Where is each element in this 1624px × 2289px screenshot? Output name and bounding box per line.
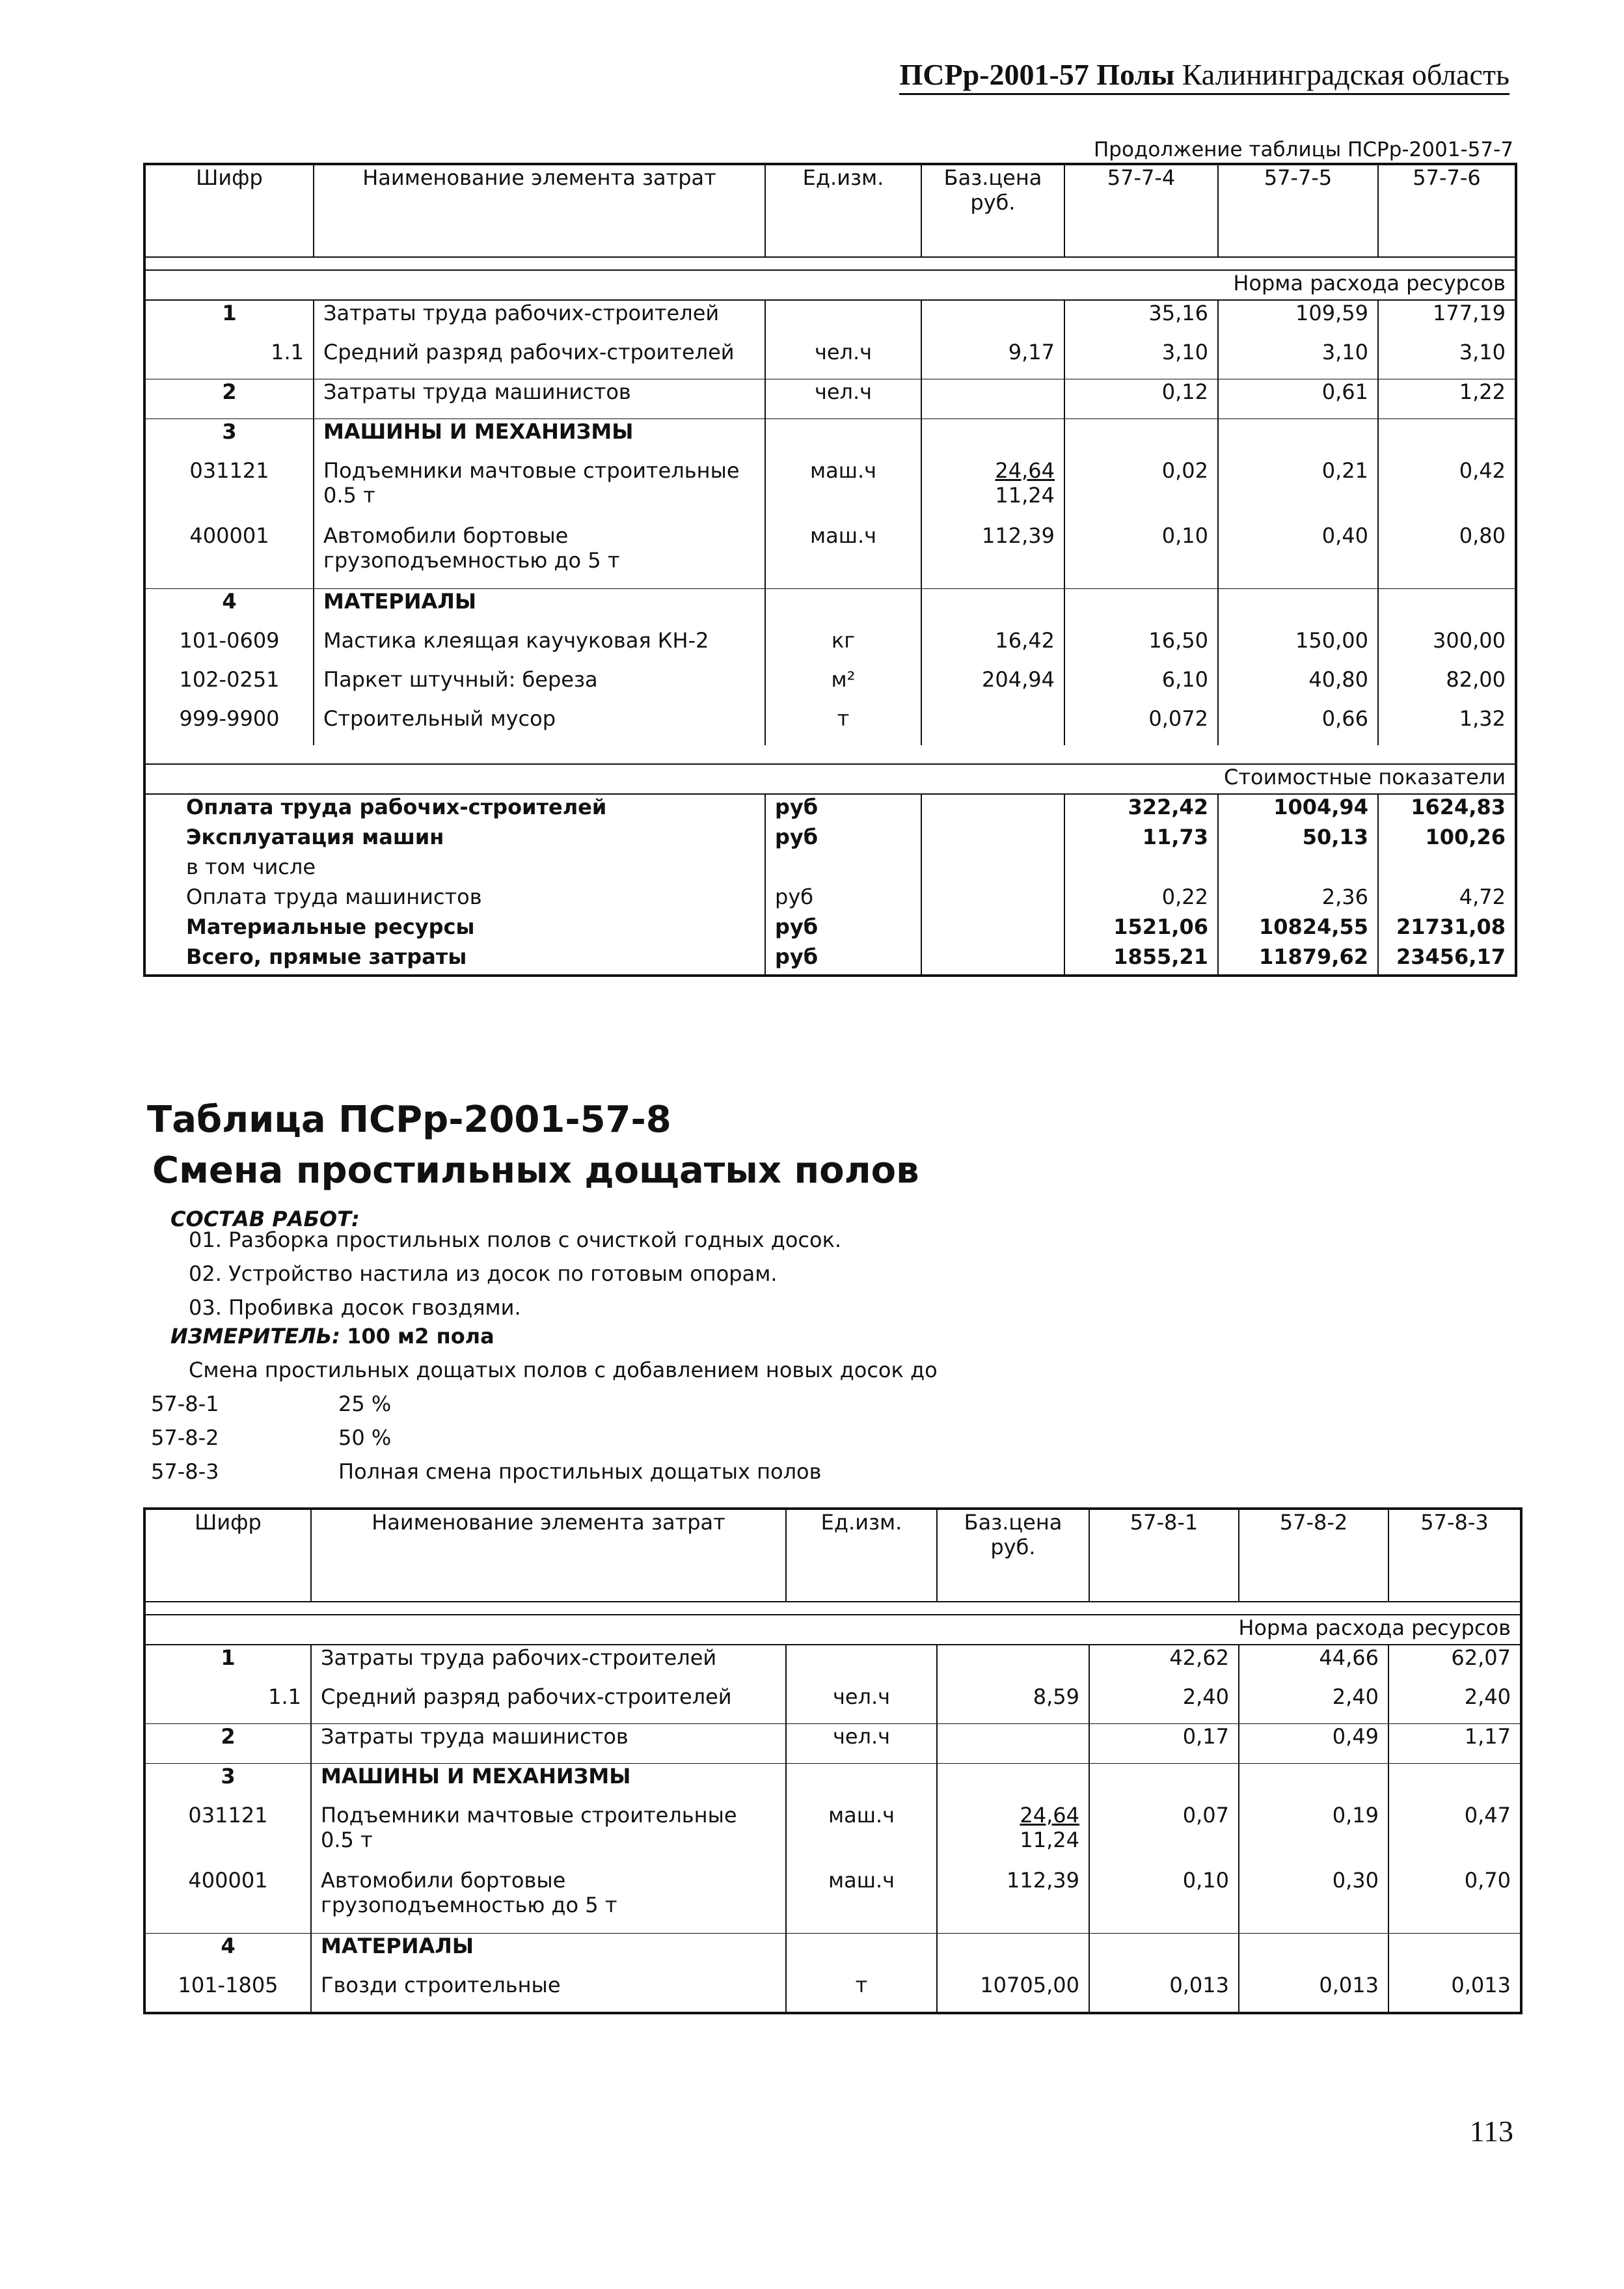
table-description: Смена простильных дощатых полов с добавлением новых досок до: [189, 1358, 938, 1382]
row-value-2: 0,013: [1239, 1973, 1388, 2013]
table-row: [144, 1803, 1521, 1868]
section-subtitle: Смена простильных дощатых полов: [152, 1149, 919, 1192]
row-price: 16,42: [921, 628, 1064, 667]
row-value-2: 0,61: [1218, 379, 1378, 419]
page-number: 113: [1469, 2115, 1513, 2148]
table-row: [144, 667, 1516, 706]
row-value-1: 0,12: [1064, 379, 1218, 419]
row-name: МАШИНЫ И МЕХАНИЗМЫ: [311, 1764, 786, 1803]
table-row: [144, 300, 1516, 340]
section-title: Таблица ПСРр-2001-57-8: [147, 1099, 671, 1141]
col-header-variant-1: 57-8-1: [1089, 1509, 1239, 1602]
row-unit: маш.ч: [765, 523, 921, 589]
col-header-name: Наименование элемента затрат: [311, 1509, 786, 1602]
row-value-1: 0,072: [1064, 706, 1218, 745]
row-code: 101-1805: [178, 1973, 278, 1997]
row-name: Средний разряд рабочих-строителей: [311, 1684, 786, 1724]
row-price: 8,59: [937, 1684, 1089, 1724]
row-value-2: 44,66: [1239, 1645, 1388, 1684]
row-code: 4: [144, 1934, 311, 1973]
row-value-3: 2,40: [1388, 1684, 1521, 1724]
meter-line: [170, 1324, 494, 1349]
variant-code: 57-8-2: [151, 1425, 219, 1450]
variant-text: Полная смена простильных дощатых полов: [338, 1459, 822, 1484]
row-unit: [786, 1645, 937, 1684]
row-name: Средний разряд рабочих-строителей: [314, 340, 765, 379]
row-value-2: 0,49: [1239, 1724, 1388, 1764]
section-row: [144, 419, 1516, 459]
cost-value-3: 21731,08: [1378, 914, 1516, 944]
cost-value-2: 11879,62: [1218, 944, 1378, 976]
row-value-3: 62,07: [1388, 1645, 1521, 1684]
row-unit: чел.ч: [786, 1724, 937, 1764]
row-price-secondary: 11,24: [1020, 1828, 1079, 1852]
row-value-1: 0,10: [1064, 523, 1218, 589]
row-value-1: 0,02: [1064, 458, 1218, 523]
col-header-name: Наименование элемента затрат: [314, 164, 765, 257]
row-value-2: 150,00: [1218, 628, 1378, 667]
row-unit: т: [786, 1973, 937, 2013]
row-price-main: 24,64: [995, 458, 1055, 483]
row-code: 031121: [189, 458, 269, 483]
norm-label: Норма расхода ресурсов: [144, 270, 1516, 300]
table-row: [144, 1724, 1521, 1764]
cost-name: Оплата труда рабочих-строителей: [186, 795, 607, 819]
row-code: 2: [144, 1724, 311, 1764]
header-region: Калининградская область: [1182, 58, 1509, 91]
col-header-variant-1: 57-7-4: [1064, 164, 1218, 257]
row-price: [937, 1724, 1089, 1764]
row-value-2: 0,40: [1218, 523, 1378, 589]
section-row: [144, 1764, 1521, 1803]
table-row: [144, 628, 1516, 667]
row-name: Мастика клеящая каучуковая КН-2: [314, 628, 765, 667]
row-value-3: 3,10: [1378, 340, 1516, 379]
col-header-unit: Ед.изм.: [786, 1509, 937, 1602]
row-price: 112,39: [921, 523, 1064, 589]
row-price: [921, 706, 1064, 745]
row-price: 204,94: [921, 667, 1064, 706]
col-header-variant-3: 57-7-6: [1378, 164, 1516, 257]
row-value-2: 0,66: [1218, 706, 1378, 745]
cost-label: Стоимостные показатели: [144, 764, 1516, 794]
row-code: 1.1: [268, 1684, 301, 1709]
table-row: [144, 379, 1516, 419]
row-value-2: 3,10: [1218, 340, 1378, 379]
resource-table-57-8: [143, 1507, 1522, 2014]
row-code: 3: [144, 419, 314, 459]
row-value-1: 0,10: [1089, 1868, 1239, 1934]
cost-unit: руб: [765, 825, 921, 855]
row-value-2: 0,21: [1218, 458, 1378, 523]
cost-name: Оплата труда машинистов: [186, 884, 482, 909]
cost-value-1: 0,22: [1064, 884, 1218, 914]
row-value-1: 6,10: [1064, 667, 1218, 706]
row-value-3: 0,42: [1378, 458, 1516, 523]
row-value-2: 40,80: [1218, 667, 1378, 706]
row-value-3: 0,47: [1388, 1803, 1521, 1868]
cost-value-1: 322,42: [1064, 794, 1218, 825]
row-value-3: 0,70: [1388, 1868, 1521, 1934]
col-header-variant-3: 57-8-3: [1388, 1509, 1521, 1602]
row-value-1: 3,10: [1064, 340, 1218, 379]
cost-value-2: 10824,55: [1218, 914, 1378, 944]
row-price-secondary: 11,24: [995, 483, 1055, 508]
row-price-main: 24,64: [1020, 1803, 1079, 1828]
row-unit: кг: [765, 628, 921, 667]
row-unit: чел.ч: [765, 340, 921, 379]
cost-row: [144, 855, 1516, 884]
row-code: 101-0609: [179, 628, 280, 653]
row-code: 2: [144, 379, 314, 419]
continuation-note: Продолжение таблицы ПСРр-2001-57-7: [1093, 138, 1513, 161]
row-value-1: 2,40: [1089, 1684, 1239, 1724]
row-price: [921, 300, 1064, 340]
meter-value: 100 м2 пола: [347, 1324, 494, 1349]
row-value-1: 16,50: [1064, 628, 1218, 667]
row-name: Строительный мусор: [314, 706, 765, 745]
row-value-1: 0,013: [1089, 1973, 1239, 2013]
row-value-3: 1,17: [1388, 1724, 1521, 1764]
resource-table-57-7: [143, 163, 1517, 977]
row-name: Затраты труда машинистов: [311, 1724, 786, 1764]
table-row: [144, 340, 1516, 379]
variant-text: 50 %: [338, 1425, 392, 1450]
norm-row: [144, 270, 1516, 300]
row-name: Затраты труда машинистов: [314, 379, 765, 419]
header-code: ПСРр-2001-57 Полы: [899, 58, 1175, 91]
row-unit: [765, 300, 921, 340]
row-value-3: 1,22: [1378, 379, 1516, 419]
table-header-row: [144, 164, 1516, 257]
norm-row: [144, 1615, 1521, 1645]
row-price: 9,17: [921, 340, 1064, 379]
cost-row: [144, 914, 1516, 944]
row-name: Автомобили бортовые грузоподъемностью до 5 т: [311, 1868, 786, 1934]
row-code: 1.1: [271, 340, 304, 364]
row-unit: чел.ч: [786, 1684, 937, 1724]
work-item: 01. Разборка простильных полов с очисткой годных досок.: [189, 1227, 842, 1252]
cost-value-3: 1624,83: [1378, 794, 1516, 825]
row-name: Затраты труда рабочих-строителей: [314, 300, 765, 340]
table-row: [144, 706, 1516, 745]
cost-unit: руб: [765, 914, 921, 944]
row-price: 112,39: [937, 1868, 1089, 1934]
cost-unit: руб: [765, 944, 921, 976]
table-row: [144, 458, 1516, 523]
table-row: [144, 1684, 1521, 1724]
row-value-1: 35,16: [1064, 300, 1218, 340]
table-row: [144, 1973, 1521, 2013]
cost-value-3: 4,72: [1378, 884, 1516, 914]
cost-row: [144, 884, 1516, 914]
row-price: [921, 379, 1064, 419]
cost-row: [144, 944, 1516, 976]
cost-value-3: 100,26: [1378, 825, 1516, 855]
row-price: [921, 458, 1064, 523]
row-value-2: 0,30: [1239, 1868, 1388, 1934]
col-header-code: Шифр: [144, 164, 314, 257]
col-header-code: Шифр: [144, 1509, 311, 1602]
row-value-3: 1,32: [1378, 706, 1516, 745]
row-value-1: 0,07: [1089, 1803, 1239, 1868]
row-value-2: 2,40: [1239, 1684, 1388, 1724]
row-name: МАТЕРИАЛЫ: [314, 589, 765, 629]
row-unit: маш.ч: [786, 1868, 937, 1934]
row-code: 400001: [189, 523, 269, 548]
row-value-2: 0,19: [1239, 1803, 1388, 1868]
cost-name: в том числе: [186, 855, 316, 879]
row-value-3: 0,013: [1388, 1973, 1521, 2013]
row-unit: м²: [765, 667, 921, 706]
row-name: Гвозди строительные: [311, 1973, 786, 2013]
cost-value-1: 1521,06: [1064, 914, 1218, 944]
cost-row: [144, 825, 1516, 855]
row-code: 999-9900: [179, 706, 280, 731]
norm-label: Норма расхода ресурсов: [144, 1615, 1521, 1645]
cost-value-1: 1855,21: [1064, 944, 1218, 976]
row-name: МАШИНЫ И МЕХАНИЗМЫ: [314, 419, 765, 459]
table-row: [144, 523, 1516, 589]
table-row: [144, 1868, 1521, 1934]
row-name: Подъемники мачтовые строительные 0.5 т: [314, 458, 765, 523]
row-value-1: 42,62: [1089, 1645, 1239, 1684]
row-unit: маш.ч: [786, 1803, 937, 1868]
cost-unit: руб: [765, 884, 921, 914]
col-header-variant-2: 57-7-5: [1218, 164, 1378, 257]
col-header-price: Баз.цена руб.: [937, 1509, 1089, 1602]
cost-value-3: 23456,17: [1378, 944, 1516, 976]
meter-label: ИЗМЕРИТЕЛЬ:: [170, 1324, 340, 1349]
cost-name: Всего, прямые затраты: [186, 944, 467, 969]
row-value-1: 0,17: [1089, 1724, 1239, 1764]
row-unit: маш.ч: [765, 458, 921, 523]
row-code: 1: [221, 1645, 236, 1670]
row-name: Подъемники мачтовые строительные 0.5 т: [311, 1803, 786, 1868]
row-value-3: 82,00: [1378, 667, 1516, 706]
cost-value-1: 11,73: [1064, 825, 1218, 855]
row-name: Автомобили бортовые грузоподъемностью до 5 т: [314, 523, 765, 589]
variant-code: 57-8-1: [151, 1391, 219, 1416]
row-price: 10705,00: [937, 1973, 1089, 2013]
cost-name: Эксплуатация машин: [186, 825, 444, 849]
cost-value-2: 1004,94: [1218, 794, 1378, 825]
col-header-unit: Ед.изм.: [765, 164, 921, 257]
row-price: [937, 1803, 1089, 1868]
cost-value-2: 50,13: [1218, 825, 1378, 855]
row-value-2: 109,59: [1218, 300, 1378, 340]
col-header-variant-2: 57-8-2: [1239, 1509, 1388, 1602]
row-code: 102-0251: [179, 667, 280, 692]
work-item: 03. Пробивка досок гвоздями.: [189, 1295, 521, 1320]
row-name: Паркет штучный: береза: [314, 667, 765, 706]
row-code: 031121: [188, 1803, 268, 1828]
composition-label: СОСТАВ РАБОТ:: [170, 1207, 360, 1231]
row-value-3: 177,19: [1378, 300, 1516, 340]
row-code: 3: [144, 1764, 311, 1803]
cost-row: [144, 794, 1516, 825]
table-header-row: [144, 1509, 1521, 1602]
cost-name: Материальные ресурсы: [186, 914, 475, 939]
row-code: 1: [222, 301, 237, 325]
row-price: [937, 1645, 1089, 1684]
variant-text: 25 %: [338, 1391, 392, 1416]
row-code: 400001: [188, 1868, 268, 1893]
row-code: 4: [144, 589, 314, 629]
work-item: 02. Устройство настила из досок по готовым опорам.: [189, 1261, 778, 1286]
col-header-price: Баз.цена руб.: [921, 164, 1064, 257]
row-unit: т: [765, 706, 921, 745]
page-header: [899, 57, 1509, 95]
cost-label-row: [144, 764, 1516, 794]
section-row: [144, 589, 1516, 629]
cost-unit: руб: [765, 794, 921, 825]
variant-code: 57-8-3: [151, 1459, 219, 1484]
row-unit: чел.ч: [765, 379, 921, 419]
table-row: [144, 1645, 1521, 1684]
cost-value-2: 2,36: [1218, 884, 1378, 914]
row-name: Затраты труда рабочих-строителей: [311, 1645, 786, 1684]
row-value-3: 300,00: [1378, 628, 1516, 667]
row-value-3: 0,80: [1378, 523, 1516, 589]
row-name: МАТЕРИАЛЫ: [311, 1934, 786, 1973]
section-row: [144, 1934, 1521, 1973]
